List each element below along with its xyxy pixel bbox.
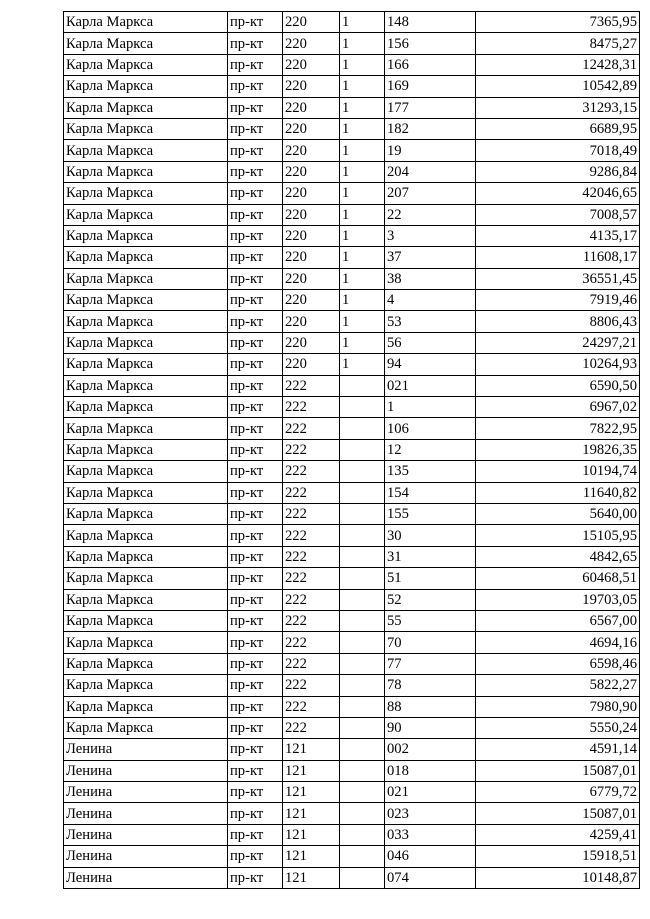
table-row xyxy=(64,824,640,845)
street-type-cell: пр-кт xyxy=(228,354,283,375)
house-number-cell: 220 xyxy=(283,247,340,268)
street-type-cell: пр-кт xyxy=(228,546,283,567)
street-cell: Карла Маркса xyxy=(64,311,228,332)
building-cell: 1 xyxy=(340,204,385,225)
house-number-cell: 220 xyxy=(283,97,340,118)
apartment-cell: 1 xyxy=(385,397,476,418)
house-number-cell: 222 xyxy=(283,632,340,653)
table-row xyxy=(64,332,640,353)
street-type-cell: пр-кт xyxy=(228,418,283,439)
house-number-cell: 222 xyxy=(283,589,340,610)
table-row xyxy=(64,204,640,225)
table-row xyxy=(64,225,640,246)
table-row xyxy=(64,760,640,781)
street-type-cell: пр-кт xyxy=(228,332,283,353)
street-cell: Карла Маркса xyxy=(64,161,228,182)
apartment-cell: 148 xyxy=(385,12,476,33)
street-type-cell: пр-кт xyxy=(228,782,283,803)
street-cell: Карла Маркса xyxy=(64,183,228,204)
table-row xyxy=(64,568,640,589)
amount-cell: 15087,01 xyxy=(476,803,640,824)
apartment-cell: 78 xyxy=(385,675,476,696)
table-row xyxy=(64,803,640,824)
street-type-cell: пр-кт xyxy=(228,696,283,717)
house-number-cell: 220 xyxy=(283,118,340,139)
street-type-cell: пр-кт xyxy=(228,482,283,503)
table-row xyxy=(64,846,640,867)
house-number-cell: 220 xyxy=(283,204,340,225)
apartment-cell: 53 xyxy=(385,311,476,332)
street-cell: Ленина xyxy=(64,824,228,845)
street-cell: Карла Маркса xyxy=(64,653,228,674)
table-row xyxy=(64,610,640,631)
apartment-cell: 22 xyxy=(385,204,476,225)
amount-cell: 31293,15 xyxy=(476,97,640,118)
street-cell: Карла Маркса xyxy=(64,546,228,567)
apartment-cell: 169 xyxy=(385,76,476,97)
street-cell: Карла Маркса xyxy=(64,268,228,289)
house-number-cell: 220 xyxy=(283,54,340,75)
building-cell xyxy=(340,675,385,696)
street-type-cell: пр-кт xyxy=(228,247,283,268)
street-type-cell: пр-кт xyxy=(228,568,283,589)
amount-cell: 19826,35 xyxy=(476,439,640,460)
house-number-cell: 222 xyxy=(283,568,340,589)
building-cell xyxy=(340,824,385,845)
apartment-cell: 55 xyxy=(385,610,476,631)
street-cell: Карла Маркса xyxy=(64,397,228,418)
building-cell: 1 xyxy=(340,332,385,353)
amount-cell: 8475,27 xyxy=(476,33,640,54)
apartment-cell: 106 xyxy=(385,418,476,439)
street-cell: Карла Маркса xyxy=(64,418,228,439)
house-number-cell: 220 xyxy=(283,354,340,375)
apartment-cell: 021 xyxy=(385,375,476,396)
house-number-cell: 222 xyxy=(283,503,340,524)
building-cell xyxy=(340,589,385,610)
street-cell: Карла Маркса xyxy=(64,632,228,653)
building-cell xyxy=(340,375,385,396)
street-type-cell: пр-кт xyxy=(228,397,283,418)
building-cell xyxy=(340,739,385,760)
apartment-cell: 56 xyxy=(385,332,476,353)
amount-cell: 15918,51 xyxy=(476,846,640,867)
building-cell: 1 xyxy=(340,161,385,182)
debt-table-body xyxy=(64,12,640,889)
street-type-cell: пр-кт xyxy=(228,760,283,781)
table-row xyxy=(64,247,640,268)
house-number-cell: 222 xyxy=(283,525,340,546)
table-row xyxy=(64,482,640,503)
apartment-cell: 046 xyxy=(385,846,476,867)
table-row xyxy=(64,375,640,396)
apartment-cell: 38 xyxy=(385,268,476,289)
amount-cell: 5640,00 xyxy=(476,503,640,524)
street-type-cell: пр-кт xyxy=(228,204,283,225)
amount-cell: 6598,46 xyxy=(476,653,640,674)
street-type-cell: пр-кт xyxy=(228,653,283,674)
apartment-cell: 52 xyxy=(385,589,476,610)
table-row xyxy=(64,546,640,567)
street-cell: Карла Маркса xyxy=(64,503,228,524)
house-number-cell: 222 xyxy=(283,610,340,631)
street-cell: Карла Маркса xyxy=(64,290,228,311)
table-row xyxy=(64,118,640,139)
table-row xyxy=(64,354,640,375)
street-type-cell: пр-кт xyxy=(228,610,283,631)
amount-cell: 4135,17 xyxy=(476,225,640,246)
apartment-cell: 30 xyxy=(385,525,476,546)
table-row xyxy=(64,461,640,482)
street-type-cell: пр-кт xyxy=(228,739,283,760)
amount-cell: 4591,14 xyxy=(476,739,640,760)
amount-cell: 36551,45 xyxy=(476,268,640,289)
building-cell xyxy=(340,782,385,803)
building-cell xyxy=(340,418,385,439)
street-type-cell: пр-кт xyxy=(228,503,283,524)
building-cell: 1 xyxy=(340,76,385,97)
apartment-cell: 90 xyxy=(385,717,476,738)
amount-cell: 7980,90 xyxy=(476,696,640,717)
amount-cell: 8806,43 xyxy=(476,311,640,332)
house-number-cell: 220 xyxy=(283,140,340,161)
house-number-cell: 222 xyxy=(283,439,340,460)
amount-cell: 7919,46 xyxy=(476,290,640,311)
street-type-cell: пр-кт xyxy=(228,33,283,54)
amount-cell: 12428,31 xyxy=(476,54,640,75)
street-type-cell: пр-кт xyxy=(228,76,283,97)
apartment-cell: 135 xyxy=(385,461,476,482)
street-type-cell: пр-кт xyxy=(228,632,283,653)
street-type-cell: пр-кт xyxy=(228,268,283,289)
house-number-cell: 222 xyxy=(283,397,340,418)
house-number-cell: 220 xyxy=(283,290,340,311)
table-row xyxy=(64,632,640,653)
street-type-cell: пр-кт xyxy=(228,12,283,33)
house-number-cell: 222 xyxy=(283,375,340,396)
street-type-cell: пр-кт xyxy=(228,461,283,482)
table-row xyxy=(64,525,640,546)
street-type-cell: пр-кт xyxy=(228,311,283,332)
building-cell: 1 xyxy=(340,140,385,161)
house-number-cell: 121 xyxy=(283,782,340,803)
street-cell: Карла Маркса xyxy=(64,675,228,696)
street-cell: Карла Маркса xyxy=(64,568,228,589)
amount-cell: 19703,05 xyxy=(476,589,640,610)
street-type-cell: пр-кт xyxy=(228,589,283,610)
table-row xyxy=(64,739,640,760)
building-cell xyxy=(340,503,385,524)
house-number-cell: 222 xyxy=(283,675,340,696)
table-row xyxy=(64,397,640,418)
street-type-cell: пр-кт xyxy=(228,525,283,546)
building-cell: 1 xyxy=(340,354,385,375)
building-cell: 1 xyxy=(340,33,385,54)
amount-cell: 15105,95 xyxy=(476,525,640,546)
street-cell: Карла Маркса xyxy=(64,354,228,375)
house-number-cell: 220 xyxy=(283,183,340,204)
amount-cell: 10194,74 xyxy=(476,461,640,482)
table-row xyxy=(64,717,640,738)
building-cell: 1 xyxy=(340,183,385,204)
building-cell: 1 xyxy=(340,268,385,289)
building-cell xyxy=(340,568,385,589)
apartment-cell: 074 xyxy=(385,867,476,888)
apartment-cell: 177 xyxy=(385,97,476,118)
table-row xyxy=(64,589,640,610)
building-cell xyxy=(340,461,385,482)
house-number-cell: 222 xyxy=(283,696,340,717)
amount-cell: 4694,16 xyxy=(476,632,640,653)
house-number-cell: 220 xyxy=(283,12,340,33)
table-row xyxy=(64,782,640,803)
street-cell: Карла Маркса xyxy=(64,482,228,503)
street-cell: Карла Маркса xyxy=(64,610,228,631)
debt-table xyxy=(63,11,640,889)
house-number-cell: 121 xyxy=(283,867,340,888)
table-row xyxy=(64,503,640,524)
apartment-cell: 002 xyxy=(385,739,476,760)
building-cell: 1 xyxy=(340,12,385,33)
table-row xyxy=(64,268,640,289)
street-cell: Ленина xyxy=(64,760,228,781)
amount-cell: 24297,21 xyxy=(476,332,640,353)
street-cell: Ленина xyxy=(64,867,228,888)
table-row xyxy=(64,675,640,696)
building-cell xyxy=(340,482,385,503)
house-number-cell: 121 xyxy=(283,760,340,781)
street-type-cell: пр-кт xyxy=(228,183,283,204)
apartment-cell: 204 xyxy=(385,161,476,182)
building-cell xyxy=(340,760,385,781)
street-type-cell: пр-кт xyxy=(228,225,283,246)
apartment-cell: 018 xyxy=(385,760,476,781)
amount-cell: 42046,65 xyxy=(476,183,640,204)
amount-cell: 7822,95 xyxy=(476,418,640,439)
amount-cell: 10148,87 xyxy=(476,867,640,888)
street-cell: Карла Маркса xyxy=(64,332,228,353)
street-type-cell: пр-кт xyxy=(228,118,283,139)
house-number-cell: 220 xyxy=(283,268,340,289)
amount-cell: 11608,17 xyxy=(476,247,640,268)
amount-cell: 4842,65 xyxy=(476,546,640,567)
apartment-cell: 021 xyxy=(385,782,476,803)
building-cell xyxy=(340,653,385,674)
street-cell: Карла Маркса xyxy=(64,33,228,54)
street-type-cell: пр-кт xyxy=(228,867,283,888)
house-number-cell: 121 xyxy=(283,803,340,824)
building-cell xyxy=(340,610,385,631)
amount-cell: 10264,93 xyxy=(476,354,640,375)
apartment-cell: 70 xyxy=(385,632,476,653)
table-row xyxy=(64,183,640,204)
amount-cell: 60468,51 xyxy=(476,568,640,589)
apartment-cell: 19 xyxy=(385,140,476,161)
apartment-cell: 3 xyxy=(385,225,476,246)
apartment-cell: 023 xyxy=(385,803,476,824)
building-cell xyxy=(340,803,385,824)
building-cell: 1 xyxy=(340,290,385,311)
house-number-cell: 222 xyxy=(283,482,340,503)
street-cell: Ленина xyxy=(64,739,228,760)
amount-cell: 9286,84 xyxy=(476,161,640,182)
street-cell: Ленина xyxy=(64,846,228,867)
table-row xyxy=(64,653,640,674)
street-type-cell: пр-кт xyxy=(228,161,283,182)
amount-cell: 11640,82 xyxy=(476,482,640,503)
street-cell: Карла Маркса xyxy=(64,225,228,246)
house-number-cell: 222 xyxy=(283,461,340,482)
apartment-cell: 207 xyxy=(385,183,476,204)
apartment-cell: 182 xyxy=(385,118,476,139)
street-type-cell: пр-кт xyxy=(228,824,283,845)
building-cell: 1 xyxy=(340,97,385,118)
apartment-cell: 37 xyxy=(385,247,476,268)
table-row xyxy=(64,140,640,161)
table-row xyxy=(64,54,640,75)
street-cell: Карла Маркса xyxy=(64,247,228,268)
table-row xyxy=(64,439,640,460)
street-type-cell: пр-кт xyxy=(228,846,283,867)
amount-cell: 6567,00 xyxy=(476,610,640,631)
street-type-cell: пр-кт xyxy=(228,290,283,311)
building-cell xyxy=(340,696,385,717)
table-row xyxy=(64,867,640,888)
apartment-cell: 12 xyxy=(385,439,476,460)
street-cell: Карла Маркса xyxy=(64,525,228,546)
amount-cell: 7365,95 xyxy=(476,12,640,33)
amount-cell: 7018,49 xyxy=(476,140,640,161)
apartment-cell: 88 xyxy=(385,696,476,717)
amount-cell: 6967,02 xyxy=(476,397,640,418)
building-cell xyxy=(340,717,385,738)
apartment-cell: 94 xyxy=(385,354,476,375)
apartment-cell: 156 xyxy=(385,33,476,54)
amount-cell: 5550,24 xyxy=(476,717,640,738)
building-cell xyxy=(340,525,385,546)
house-number-cell: 220 xyxy=(283,161,340,182)
building-cell: 1 xyxy=(340,54,385,75)
house-number-cell: 220 xyxy=(283,33,340,54)
building-cell xyxy=(340,632,385,653)
street-cell: Карла Маркса xyxy=(64,118,228,139)
house-number-cell: 220 xyxy=(283,311,340,332)
table-row xyxy=(64,696,640,717)
table-row xyxy=(64,97,640,118)
street-type-cell: пр-кт xyxy=(228,675,283,696)
building-cell: 1 xyxy=(340,247,385,268)
amount-cell: 6689,95 xyxy=(476,118,640,139)
apartment-cell: 77 xyxy=(385,653,476,674)
apartment-cell: 51 xyxy=(385,568,476,589)
street-cell: Карла Маркса xyxy=(64,140,228,161)
table-row xyxy=(64,311,640,332)
apartment-cell: 4 xyxy=(385,290,476,311)
street-cell: Карла Маркса xyxy=(64,97,228,118)
street-type-cell: пр-кт xyxy=(228,140,283,161)
table-row xyxy=(64,12,640,33)
amount-cell: 6779,72 xyxy=(476,782,640,803)
street-cell: Ленина xyxy=(64,782,228,803)
apartment-cell: 166 xyxy=(385,54,476,75)
building-cell: 1 xyxy=(340,225,385,246)
table-row xyxy=(64,161,640,182)
street-type-cell: пр-кт xyxy=(228,54,283,75)
building-cell xyxy=(340,846,385,867)
house-number-cell: 121 xyxy=(283,739,340,760)
street-cell: Карла Маркса xyxy=(64,461,228,482)
house-number-cell: 121 xyxy=(283,824,340,845)
street-cell: Карла Маркса xyxy=(64,589,228,610)
building-cell xyxy=(340,546,385,567)
building-cell: 1 xyxy=(340,118,385,139)
apartment-cell: 033 xyxy=(385,824,476,845)
street-cell: Карла Маркса xyxy=(64,204,228,225)
table-row xyxy=(64,76,640,97)
house-number-cell: 220 xyxy=(283,332,340,353)
amount-cell: 10542,89 xyxy=(476,76,640,97)
table-row xyxy=(64,33,640,54)
street-cell: Карла Маркса xyxy=(64,54,228,75)
street-cell: Карла Маркса xyxy=(64,375,228,396)
street-type-cell: пр-кт xyxy=(228,97,283,118)
house-number-cell: 222 xyxy=(283,717,340,738)
table-row xyxy=(64,290,640,311)
house-number-cell: 222 xyxy=(283,653,340,674)
apartment-cell: 31 xyxy=(385,546,476,567)
street-cell: Карла Маркса xyxy=(64,696,228,717)
amount-cell: 6590,50 xyxy=(476,375,640,396)
amount-cell: 4259,41 xyxy=(476,824,640,845)
amount-cell: 5822,27 xyxy=(476,675,640,696)
street-cell: Карла Маркса xyxy=(64,76,228,97)
house-number-cell: 121 xyxy=(283,846,340,867)
building-cell: 1 xyxy=(340,311,385,332)
street-type-cell: пр-кт xyxy=(228,375,283,396)
street-cell: Карла Маркса xyxy=(64,12,228,33)
amount-cell: 7008,57 xyxy=(476,204,640,225)
building-cell xyxy=(340,867,385,888)
building-cell xyxy=(340,439,385,460)
street-type-cell: пр-кт xyxy=(228,803,283,824)
house-number-cell: 220 xyxy=(283,76,340,97)
amount-cell: 15087,01 xyxy=(476,760,640,781)
table-row xyxy=(64,418,640,439)
apartment-cell: 154 xyxy=(385,482,476,503)
house-number-cell: 222 xyxy=(283,418,340,439)
street-type-cell: пр-кт xyxy=(228,439,283,460)
street-cell: Карла Маркса xyxy=(64,717,228,738)
building-cell xyxy=(340,397,385,418)
street-type-cell: пр-кт xyxy=(228,717,283,738)
house-number-cell: 220 xyxy=(283,225,340,246)
street-cell: Ленина xyxy=(64,803,228,824)
house-number-cell: 222 xyxy=(283,546,340,567)
apartment-cell: 155 xyxy=(385,503,476,524)
street-cell: Карла Маркса xyxy=(64,439,228,460)
